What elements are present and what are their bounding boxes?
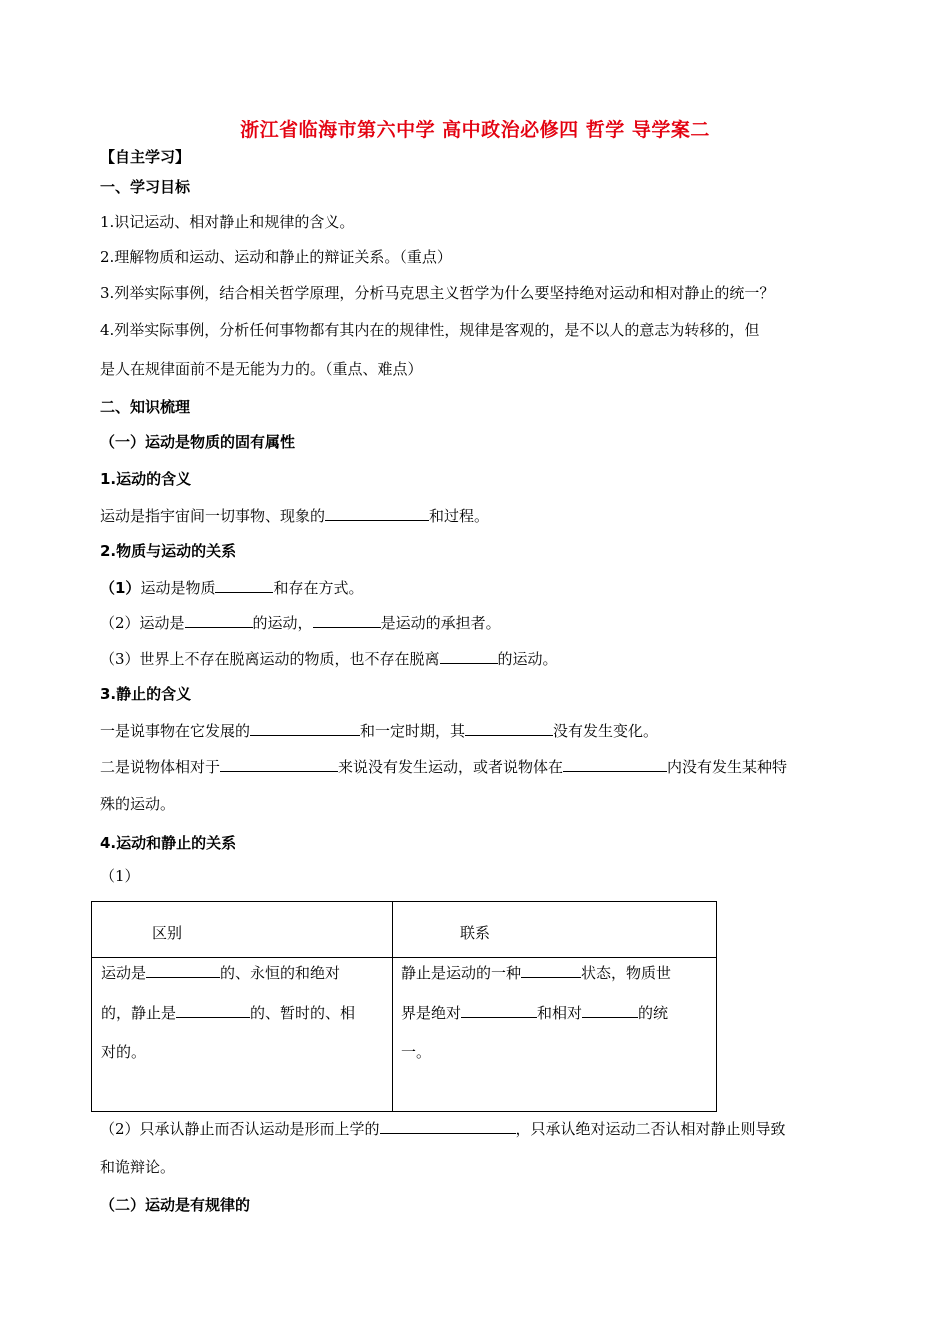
goal-item-1: 1.识记运动、相对静止和规律的含义。 (100, 213, 355, 231)
point-4-item-2-line1 (100, 1118, 786, 1139)
knowledge-heading: 二、知识梳理 (100, 398, 191, 416)
text-fragment: 和存在方式。 (273, 579, 364, 597)
fill-blank[interactable] (215, 577, 273, 593)
point-4-item-1-label: （1） (100, 867, 140, 885)
text-fragment: 的运动， (252, 614, 313, 632)
text-fragment: 的、暂时的、相 (250, 1004, 356, 1022)
fill-blank[interactable] (220, 756, 338, 772)
goal-item-4-line2: 是人在规律面前不是无能为力的。（重点、难点） (100, 360, 423, 378)
text-fragment: ，只承认绝对运动二否认相对静止则导致 (515, 1120, 786, 1138)
goal-item-2: 2.理解物质和运动、运动和静止的辩证关系。（重点） (100, 248, 452, 266)
fill-blank[interactable] (465, 720, 553, 736)
text-fragment: 状态，物质世 (581, 964, 672, 982)
fill-blank[interactable] (325, 505, 429, 521)
goal-item-3: 3.列举实际事例，结合相关哲学原理，分析马克思主义哲学为什么要坚持绝对运动和相对静止的统一？ (100, 284, 775, 302)
text-fragment: 一是说事物在它发展的 (100, 722, 251, 740)
point-2-item-3 (100, 648, 558, 669)
text-fragment: 和相对 (537, 1004, 583, 1022)
text-fragment: 的运动。 (497, 650, 558, 668)
table-cell-difference-line2 (101, 1002, 355, 1023)
text-fragment: （2）只承认静止而否认运动是形而上学的 (100, 1120, 380, 1138)
fill-blank[interactable] (313, 612, 381, 628)
table-cell-connection-line1 (401, 962, 671, 983)
point-1-heading: 1.运动的含义 (100, 470, 192, 488)
point-2-heading: 2.物质与运动的关系 (100, 542, 237, 560)
table-cell-connection-line3: 一。 (401, 1043, 432, 1061)
fill-blank[interactable] (582, 1002, 638, 1018)
text-fragment: 运动是指宇宙间一切事物、现象的 (100, 507, 326, 525)
table-cell-difference-line1 (101, 962, 340, 983)
text-fragment: 的、永恒的和绝对 (220, 964, 341, 982)
fill-blank[interactable] (176, 1002, 250, 1018)
text-fragment: 内没有发生某种特 (667, 758, 788, 776)
table-column-divider (392, 902, 393, 1111)
table-cell-connection-line2 (401, 1002, 668, 1023)
text-fragment: 界是绝对 (401, 1004, 462, 1022)
fill-blank[interactable] (250, 720, 360, 736)
table-cell-difference-line3: 对的。 (101, 1043, 147, 1061)
text-fragment: 是运动的承担者。 (380, 614, 501, 632)
fill-blank[interactable] (461, 1002, 537, 1018)
text-fragment: 运动是物质 (140, 579, 216, 597)
point-1-sentence (100, 505, 489, 526)
subsection-1-heading: （一）运动是物质的固有属性 (100, 433, 296, 451)
point-2-item-1 (100, 577, 363, 598)
item-number: （1） (100, 579, 141, 597)
text-fragment: 的，静止是 (101, 1004, 177, 1022)
text-fragment: 没有发生变化。 (553, 722, 659, 740)
fill-blank[interactable] (521, 962, 581, 978)
point-3-heading: 3.静止的含义 (100, 685, 192, 703)
point-4-heading: 4.运动和静止的关系 (100, 834, 237, 852)
section-self-study: 【自主学习】 (100, 148, 191, 166)
text-fragment: 二是说物体相对于 (100, 758, 221, 776)
goal-item-4-line1: 4.列举实际事例，分析任何事物都有其内在的规律性，规律是客观的，是不以人的意志为转移的，但 (100, 321, 760, 339)
fill-blank[interactable] (440, 648, 498, 664)
point-3-line-1 (100, 720, 658, 741)
point-4-item-2-line2: 和诡辩论。 (100, 1158, 176, 1176)
goals-heading: 一、学习目标 (100, 178, 191, 196)
point-3-line-2 (100, 756, 787, 777)
text-fragment: 和一定时期，其 (360, 722, 466, 740)
text-fragment: （3）世界上不存在脱离运动的物质，也不存在脱离 (100, 650, 440, 668)
document-title: 浙江省临海市第六中学 高中政治必修四 哲学 导学案二 (240, 119, 710, 141)
text-fragment: 的统 (638, 1004, 669, 1022)
table-header-difference: 区别 (152, 924, 183, 942)
table-header-connection: 联系 (460, 924, 491, 942)
text-fragment: 静止是运动的一种 (401, 964, 522, 982)
text-fragment: 和过程。 (429, 507, 490, 525)
point-3-line-3: 殊的运动。 (100, 795, 176, 813)
point-2-item-2 (100, 612, 501, 633)
text-fragment: 运动是 (101, 964, 147, 982)
fill-blank[interactable] (380, 1118, 516, 1134)
fill-blank[interactable] (563, 756, 667, 772)
text-fragment: （2）运动是 (100, 614, 185, 632)
fill-blank[interactable] (185, 612, 253, 628)
comparison-table (91, 901, 717, 1112)
subsection-2-heading: （二）运动是有规律的 (100, 1196, 251, 1214)
fill-blank[interactable] (146, 962, 220, 978)
text-fragment: 来说没有发生运动，或者说物体在 (338, 758, 564, 776)
table-row-divider (92, 957, 716, 958)
